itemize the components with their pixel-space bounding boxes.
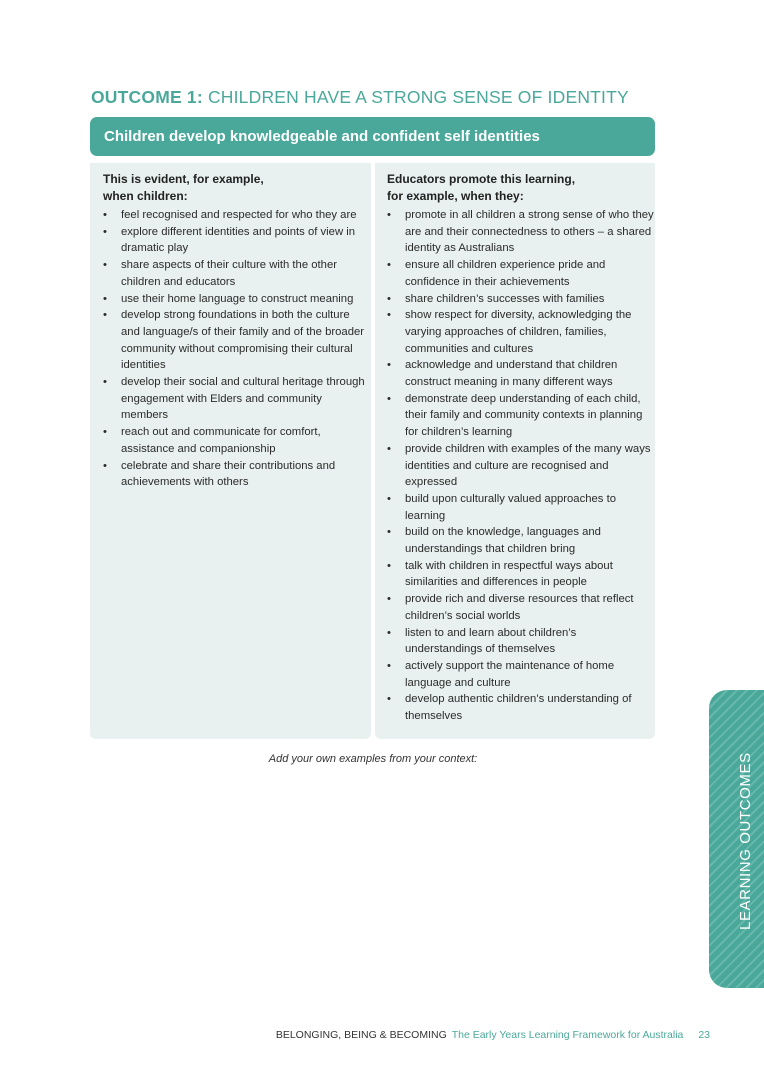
list-item: [387, 291, 655, 308]
list-item: [103, 307, 371, 374]
list-item: [387, 257, 655, 290]
bullet-icon: •: [387, 292, 391, 305]
list-item: [387, 491, 655, 524]
bullet-icon: •: [387, 593, 391, 606]
list-item-text: share aspects of their culture with the other children and educators: [121, 259, 338, 288]
list-item: [387, 391, 655, 441]
bullet-icon: •: [103, 259, 107, 272]
bullet-icon: •: [103, 292, 107, 305]
bullet-icon: •: [387, 492, 391, 505]
list-item-text: reach out and communicate for comfort, assistance and companionship: [121, 426, 321, 455]
evidence-heading-line1: This is evident, for example,: [103, 172, 264, 186]
list-item: [387, 691, 655, 724]
bullet-icon: •: [387, 392, 391, 405]
page-number: 23: [698, 1029, 710, 1041]
educator-list: [387, 207, 655, 725]
footer-book-title: BELONGING, BEING & BECOMING: [275, 1029, 447, 1041]
bullet-icon: •: [103, 459, 107, 472]
list-item-text: talk with children in respectful ways about similarities and differences in people: [405, 559, 613, 589]
list-item-text: use their home language to construct meaning: [121, 292, 354, 305]
list-item-text: ensure all children experience pride and confidence in their achievements: [405, 259, 606, 288]
list-item-text: acknowledge and understand that children construct meaning in many different ways: [405, 359, 618, 389]
bullet-icon: •: [103, 209, 107, 221]
side-tab-label: LEARNING OUTCOMES: [737, 752, 754, 930]
list-item-text: build upon culturally valued approaches to learning: [405, 492, 617, 522]
list-item-text: provide children with examples of the many ways identities and culture are recognised and expressed: [405, 442, 651, 489]
list-item: [387, 524, 655, 557]
list-item-text: provide rich and diverse resources that reflect children’s social worlds: [405, 593, 634, 622]
page-footer: [276, 1028, 710, 1042]
outcome-heading: [91, 86, 629, 108]
bullet-icon: •: [103, 225, 107, 238]
add-examples-note: Add your own examples from your context:: [268, 753, 478, 765]
outcome-prefix: OUTCOME 1:: [91, 87, 203, 107]
list-item: [103, 374, 371, 424]
bullet-icon: •: [387, 559, 391, 572]
bullet-icon: •: [387, 259, 391, 272]
footer-series-title: The Early Years Learning Framework for Australia: [451, 1029, 684, 1041]
list-item: [387, 357, 655, 390]
list-item: [103, 424, 371, 457]
list-item-text: demonstrate deep understanding of each child, their family and community contexts in planning for children’s learning: [405, 392, 643, 439]
bullet-icon: •: [387, 442, 391, 455]
list-item-text: celebrate and share their contributions and achievements with others: [121, 459, 336, 489]
list-item: [103, 257, 371, 290]
bullet-icon: •: [387, 659, 391, 672]
bullet-icon: •: [387, 626, 391, 639]
list-item-text: build on the knowledge, languages and understandings that children bring: [405, 526, 601, 556]
list-item: [387, 658, 655, 691]
bullet-icon: •: [387, 209, 391, 221]
list-item: [103, 207, 371, 224]
educator-heading-line1: Educators promote this learning,: [387, 172, 576, 186]
list-item: [103, 224, 371, 257]
list-item: [103, 291, 371, 308]
bullet-icon: •: [387, 309, 391, 322]
educator-column: [375, 163, 655, 739]
list-item: [387, 307, 655, 357]
list-item: [387, 207, 655, 257]
list-item: [387, 625, 655, 658]
evidence-column-heading: [103, 171, 371, 205]
bullet-icon: •: [103, 309, 107, 322]
outcome-title: CHILDREN HAVE A STRONG SENSE OF IDENTITY: [207, 87, 629, 107]
bullet-icon: •: [387, 359, 391, 372]
list-item-text: develop strong foundations in both the culture and language/s of their family and of the broader community without compromising their cultural identities: [121, 309, 365, 372]
list-item-text: listen to and learn about children’s understandings of themselves: [405, 626, 577, 656]
evidence-column: [90, 163, 371, 739]
list-item: [387, 558, 655, 591]
educator-heading-line2: for example, when they:: [387, 189, 524, 203]
list-item-text: promote in all children a strong sense of who they are and their connectedness to others – a shared identity as Australians: [405, 209, 654, 255]
section-banner: Children develop knowledgeable and confident self identities: [90, 117, 655, 156]
list-item: [387, 441, 655, 491]
list-item-text: develop authentic children’s understanding of themselves: [405, 693, 632, 723]
list-item-text: develop their social and cultural heritage through engagement with Elders and community members: [121, 376, 365, 422]
list-item-text: explore different identities and points of view in dramatic play: [121, 225, 356, 255]
bullet-icon: •: [387, 526, 391, 539]
list-item-text: feel recognised and respected for who they are: [121, 209, 357, 221]
list-item-text: share children’s successes with families: [405, 292, 605, 305]
list-item: [103, 458, 371, 491]
section-side-tab: [709, 690, 764, 988]
bullet-icon: •: [103, 426, 107, 439]
list-item-text: show respect for diversity, acknowledging the varying approaches of children, families, communities and cultures: [405, 309, 632, 355]
evidence-heading-line2: when children:: [103, 189, 188, 203]
evidence-list: [103, 207, 371, 491]
list-item: [387, 591, 655, 624]
educator-column-heading: [387, 171, 655, 205]
bullet-icon: •: [387, 693, 391, 706]
list-item-text: actively support the maintenance of home language and culture: [405, 659, 615, 689]
bullet-icon: •: [103, 376, 107, 389]
